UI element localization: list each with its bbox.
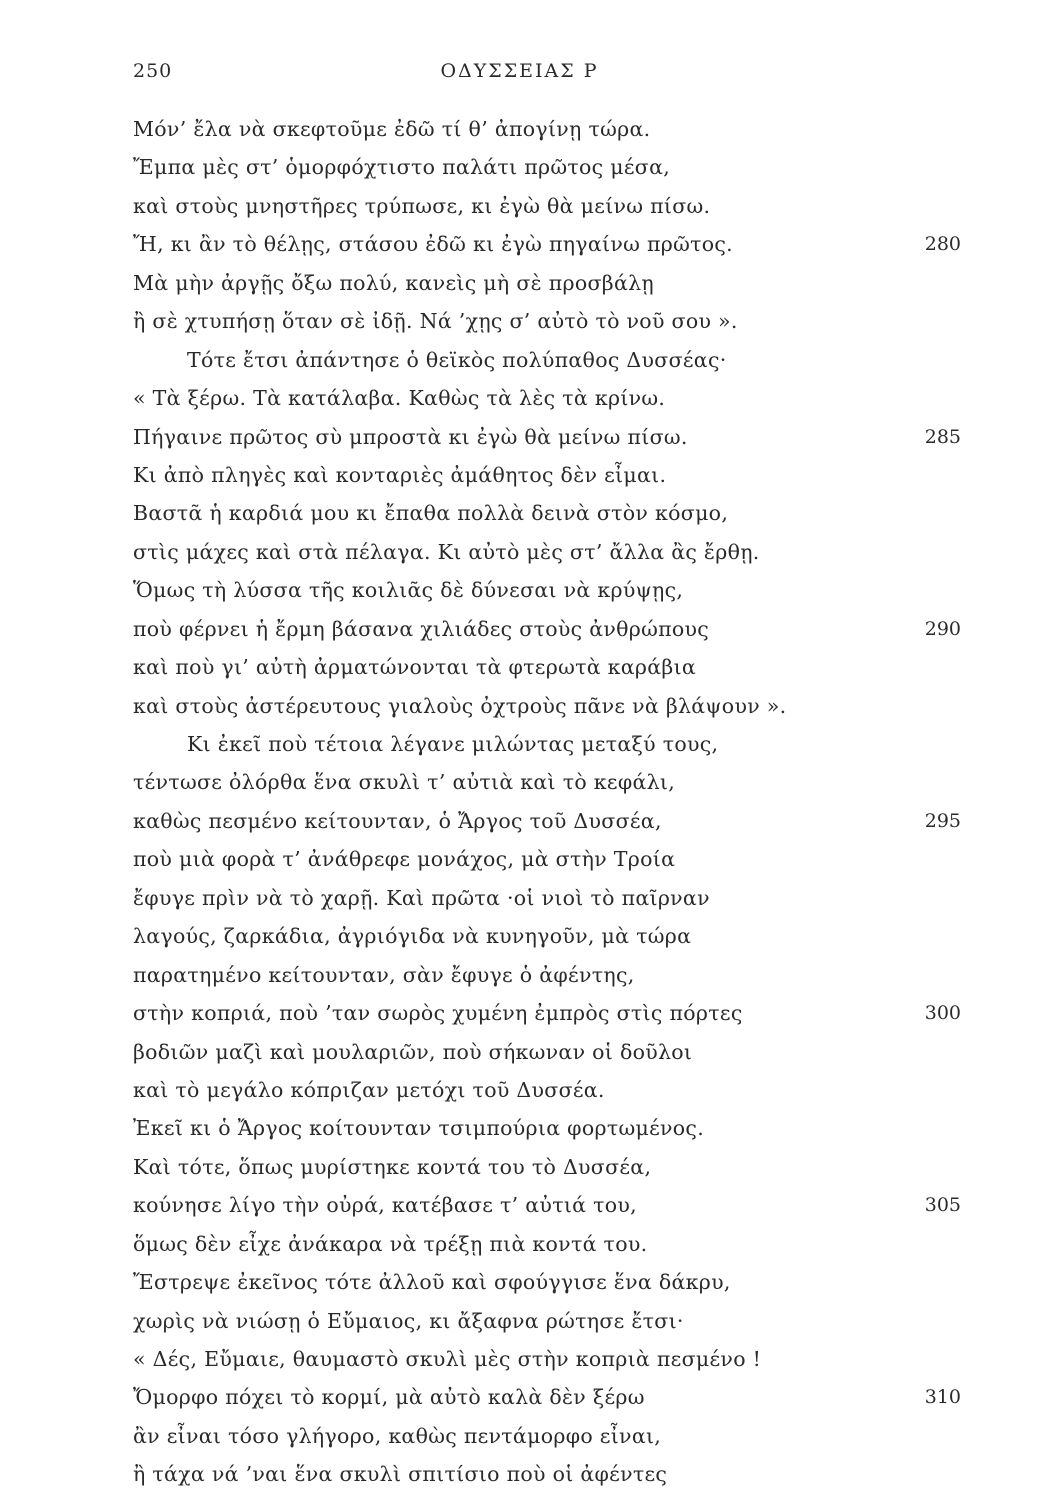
verse-text: Τότε ἔτσι ἀπάντησε ὁ θεϊκὸς πολύπαθος Δυσσέας·	[187, 347, 727, 372]
verse-text: Ἤ, κι ἂν τὸ θέλῃς, στάσου ἐδῶ κι ἐγὼ πηγαίνω πρῶτος.	[133, 232, 733, 257]
verse-text: καὶ στοὺς ἀστέρευτους γιαλοὺς ὀχτροὺς πᾶνε νὰ βλάψουν ».	[133, 693, 787, 718]
verse-text: παρατημένο κείτουνταν, σὰν ἔφυγε ὁ ἀφέντης,	[133, 962, 635, 987]
verse-line	[0, 264, 1039, 302]
verse-line	[0, 648, 1039, 686]
verse-text: Ἐκεῖ κι ὁ Ἄργος κοίτουνταν τσιμπούρια φορτωμένος.	[133, 1116, 705, 1141]
verse-line	[0, 1186, 1039, 1224]
verse-line	[0, 956, 1039, 994]
verse-line	[0, 1148, 1039, 1186]
verse-line	[0, 379, 1039, 417]
line-number: 295	[924, 809, 961, 832]
verse-text: στὶς μάχες καὶ στὰ πέλαγα. Κι αὐτὸ μὲς στ’ ἄλλα ἂς ἔρθῃ.	[133, 539, 760, 564]
verse-line	[0, 225, 1039, 263]
verse-line	[0, 571, 1039, 609]
verse-text: καὶ τὸ μεγάλο κόπριζαν μετόχι τοῦ Δυσσέα.	[133, 1077, 605, 1102]
verse-text: Μὰ μὴν ἀργῇς ὄξω πολύ, κανεὶς μὴ σὲ προσβάλῃ	[133, 270, 654, 295]
verse-line	[0, 725, 1039, 763]
verse-text: Μόν’ ἔλα νὰ σκεφτοῦμε ἐδῶ τί θ’ ἀπογίνῃ τώρα.	[133, 117, 651, 141]
verse-text: λαγούς, ζαρκάδια, ἀγριόγιδα νὰ κυνηγοῦν, μὰ τώρα	[133, 924, 692, 949]
verse-line	[0, 1033, 1039, 1071]
verse-text: ἔφυγε πρὶν νὰ τὸ χαρῇ. Καὶ πρῶτα ·οἱ νιοὶ τὸ παῖρναν	[133, 885, 710, 910]
verse-line	[0, 879, 1039, 917]
verse-text: Ὅμως τὴ λύσσα τῆς κοιλιᾶς δὲ δύνεσαι νὰ κρύψῃς,	[133, 578, 684, 603]
verse-text: Ἔστρεψε ἐκεῖνος τότε ἀλλοῦ καὶ σφούγγισε ἕνα δάκρυ,	[133, 1270, 731, 1295]
verse-text: χωρὶς νὰ νιώσῃ ὁ Εὔμαιος, κι ἄξαφνα ρώτησε ἔτσι·	[133, 1308, 684, 1333]
verse-text: Ἔμπα μὲς στ’ ὁμορφόχτιστο παλάτι πρῶτος μέσα,	[133, 155, 671, 180]
verse-line	[0, 533, 1039, 571]
verse-text: ἂν εἶναι τόσο γλήγορο, καθὼς πεντάμορφο εἶναι,	[133, 1423, 662, 1448]
verse-line	[0, 1417, 1039, 1455]
running-head	[0, 60, 1039, 90]
verse-line	[0, 456, 1039, 494]
verse-line	[0, 610, 1039, 648]
verse-text: Καὶ τότε, ὅπως μυρίστηκε κοντά του τὸ Δυσσέα,	[133, 1154, 652, 1179]
line-number: 305	[924, 1194, 961, 1217]
verse-line	[0, 1378, 1039, 1416]
verse-text: « Δές, Εὔμαιε, θαυμαστὸ σκυλὶ μὲς στὴν κοπριὰ πεσμένο !	[133, 1347, 762, 1371]
verse-line	[0, 1455, 1039, 1493]
verse-line	[0, 1109, 1039, 1147]
verse-line	[0, 840, 1039, 878]
verse-line	[0, 802, 1039, 840]
verse-line	[0, 917, 1039, 955]
verse-text: Ὄμορφο πόχει τὸ κορμί, μὰ αὐτὸ καλὰ δὲν ξέρω	[133, 1385, 645, 1410]
verse-line	[0, 148, 1039, 186]
verse-text: καὶ ποὺ γι’ αὐτὴ ἀρματώνονται τὰ φτερωτὰ καράβια	[133, 655, 697, 680]
verse-line	[0, 494, 1039, 532]
verse-line	[0, 1225, 1039, 1263]
verse-text: καὶ στοὺς μνηστῆρες τρύπωσε, κι ἐγὼ θὰ μείνω πίσω.	[133, 193, 711, 218]
running-title: ΟΔΥΣΣΕΙΑΣ Ρ	[440, 60, 599, 82]
line-number: 285	[924, 425, 961, 448]
line-number: 280	[924, 233, 961, 256]
verse-text: κούνησε λίγο τὴν οὐρά, κατέβασε τ’ αὐτιά του,	[133, 1193, 637, 1218]
verse-text: Βαστᾶ ἡ καρδιά μου κι ἔπαθα πολλὰ δεινὰ στὸν κόσμο,	[133, 501, 729, 526]
verse-line	[0, 687, 1039, 725]
line-number: 290	[924, 617, 961, 640]
verse-line	[0, 110, 1039, 148]
verse-text: τέντωσε ὀλόρθα ἕνα σκυλὶ τ’ αὐτιὰ καὶ τὸ κεφάλι,	[133, 770, 676, 795]
verse-line	[0, 994, 1039, 1032]
verse-line	[0, 1302, 1039, 1340]
verse-text: ποὺ μιὰ φορὰ τ’ ἀνάθρεφε μονάχος, μὰ στὴν Τροία	[133, 847, 676, 872]
verse-text: καθὼς πεσμένο κείτουνταν, ὁ Ἄργος τοῦ Δυσσέα,	[133, 808, 662, 833]
verse-text: στὴν κοπριά, ποὺ ’ταν σωρὸς χυμένη ἐμπρὸς στὶς πόρτες	[133, 1001, 743, 1026]
verse-text: ποὺ φέρνει ἡ ἔρμη βάσανα χιλιάδες στοὺς ἀνθρώπους	[133, 616, 710, 641]
verse-text: ὅμως δὲν εἶχε ἀνάκαρα νὰ τρέξῃ πιὰ κοντά του.	[133, 1231, 648, 1256]
verse-text: ἢ σὲ χτυπήσῃ ὅταν σὲ ἰδῇ. Νά ’χῃς σ’ αὐτὸ τὸ νοῦ σου ».	[133, 309, 738, 334]
verse-text: Πήγαινε πρῶτος σὺ μπροστὰ κι ἐγὼ θὰ μείνω πίσω.	[133, 424, 688, 449]
line-number: 300	[924, 1002, 961, 1025]
verse-line	[0, 341, 1039, 379]
verse-text: Κι ἀπὸ πληγὲς καὶ κονταριὲς ἀμάθητος δὲν εἶμαι.	[133, 462, 667, 487]
verse-text: βοδιῶν μαζὶ καὶ μουλαριῶν, ποὺ σήκωναν οἱ δοῦλοι	[133, 1039, 693, 1064]
line-number: 310	[924, 1386, 961, 1409]
verse-line	[0, 418, 1039, 456]
page-number: 250	[133, 60, 173, 82]
verse-line	[0, 187, 1039, 225]
verse-line	[0, 1340, 1039, 1378]
verse-line	[0, 763, 1039, 801]
verse-text: Κι ἐκεῖ ποὺ τέτοια λέγανε μιλώντας μεταξύ τους,	[187, 732, 719, 756]
verse-block	[0, 110, 1039, 1494]
verse-text: ἢ τάχα νά ’ναι ἕνα σκυλὶ σπιτίσιο ποὺ οἱ ἀφέντες	[133, 1462, 668, 1487]
verse-line	[0, 1263, 1039, 1301]
verse-text: « Τὰ ξέρω. Τὰ κατάλαβα. Καθὼς τὰ λὲς τὰ κρίνω.	[133, 386, 666, 411]
verse-line	[0, 1071, 1039, 1109]
verse-line	[0, 302, 1039, 340]
